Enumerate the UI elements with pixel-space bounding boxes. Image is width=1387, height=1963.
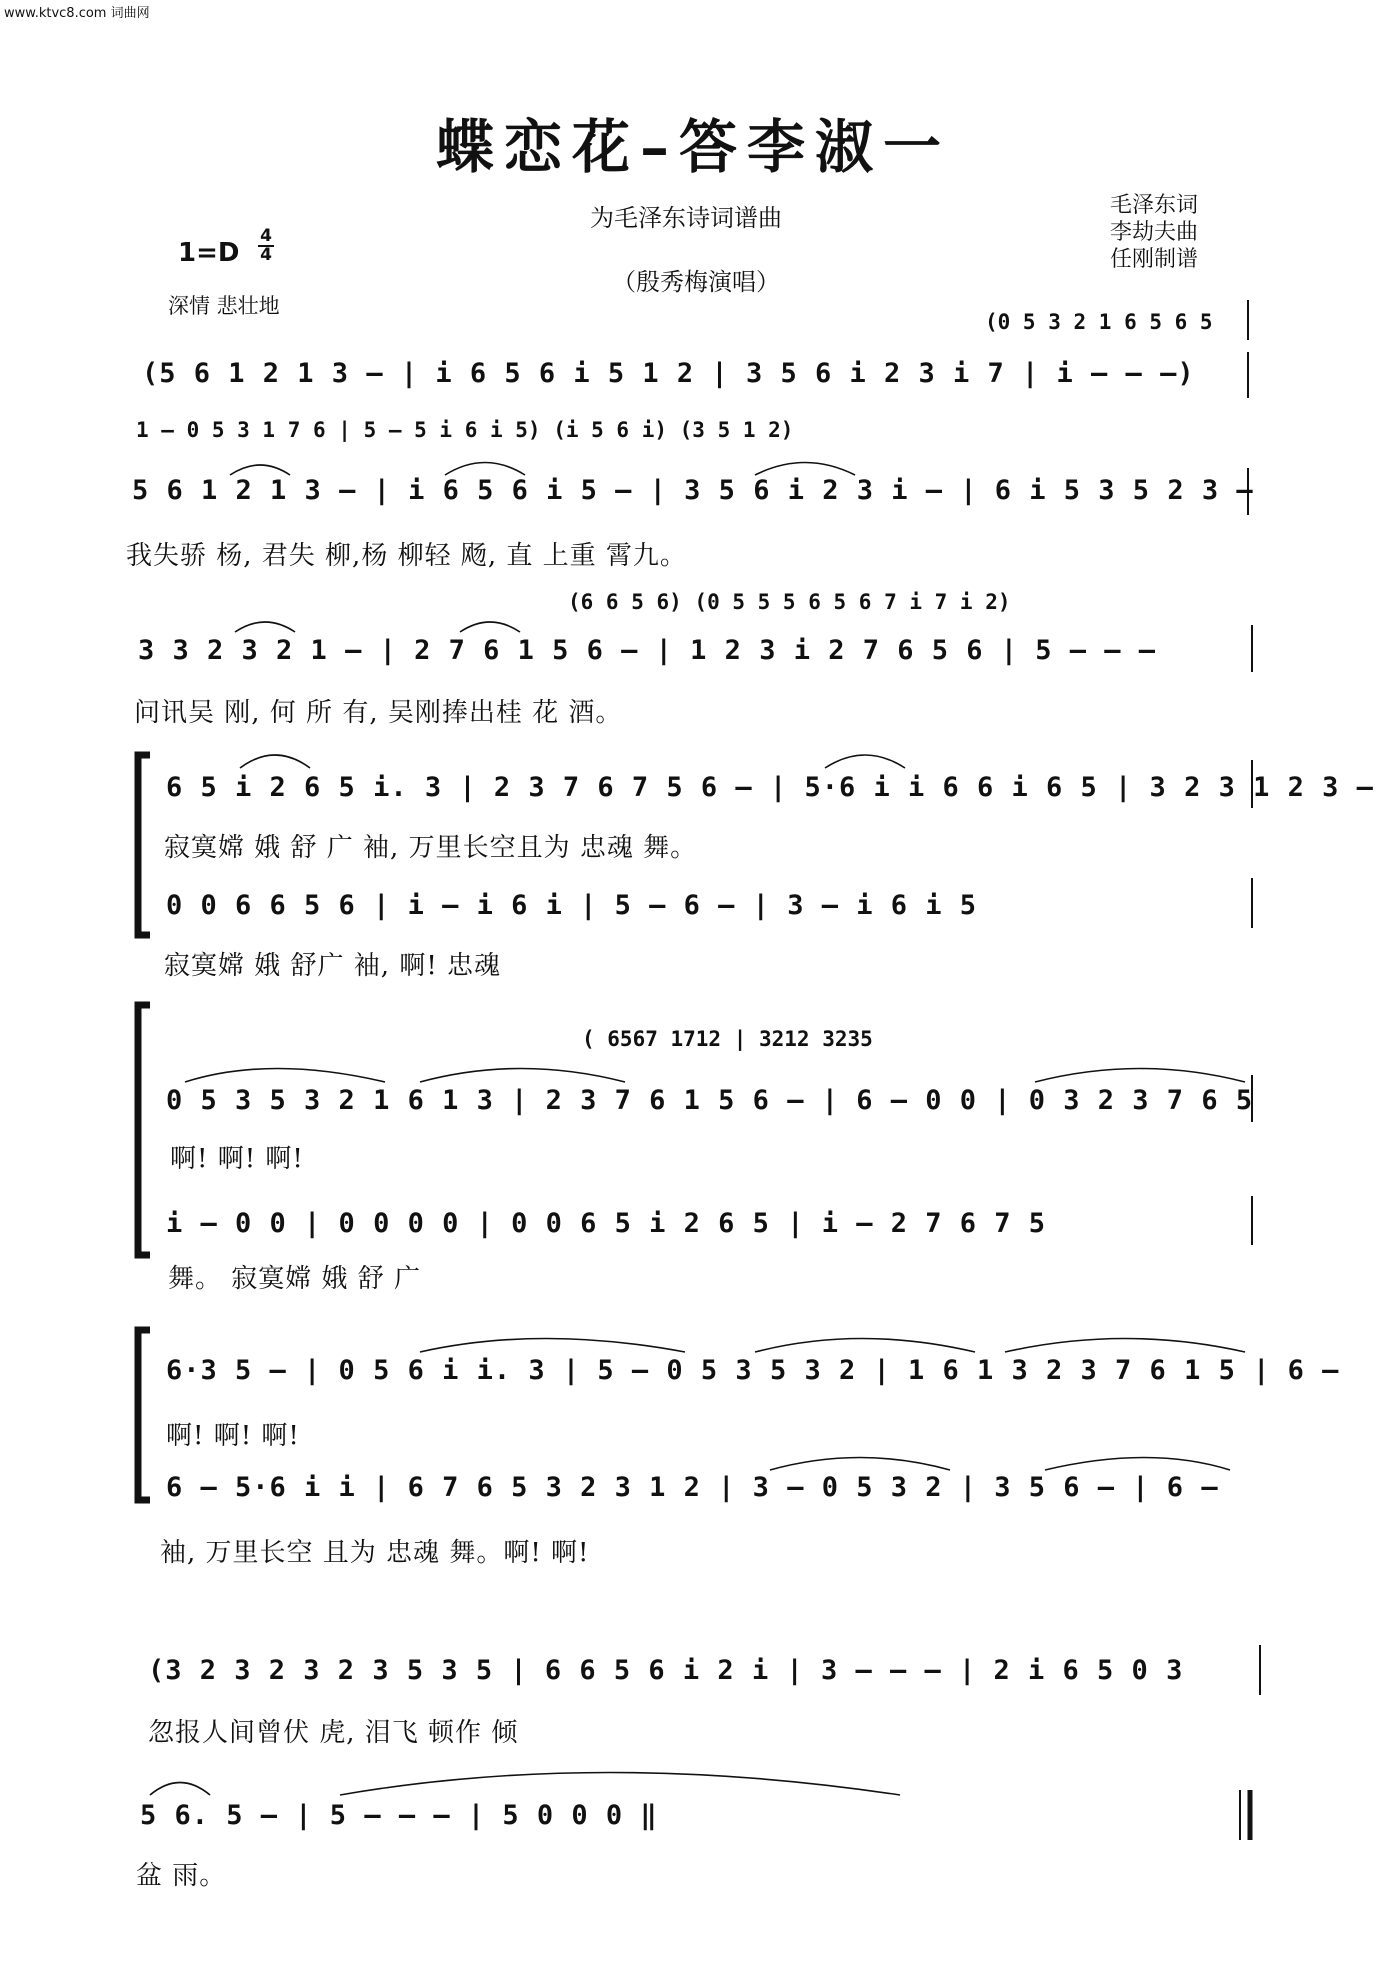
- notation-line-6: 6 5 i 2 6 5 i. 3 | 2 3 7 6 7 5 6 – | 5·6 i i 6 6 i 6 5 | 3 2 3 1 2 3 –: [166, 772, 1374, 803]
- lyric-line-9: 啊! 啊! 啊!: [170, 1144, 304, 1174]
- notation-line-14: 5 6. 5 – | 5 – – – | 5 0 0 0 ‖: [140, 1800, 658, 1831]
- notation-line-1: (5 6 1 2 1 3 – | i 6 5 6 i 5 1 2 | 3 5 6 i 2 3 i 7 | i – – –): [142, 358, 1195, 389]
- performer: （殷秀梅演唱）: [612, 268, 780, 296]
- notation-line-9: 0 5 3 5 3 2 1 6 1 3 | 2 3 7 6 1 5 6 – | 6 – 0 0 | 0 3 2 3 7 6 5: [166, 1085, 1254, 1116]
- lyric-line-10: 舞。 寂寞嫦 娥 舒 广: [168, 1264, 422, 1294]
- subtitle: 为毛泽东诗词谱曲: [590, 204, 782, 232]
- lyric-line-7: 寂寞嫦 娥 舒广 袖, 啊! 忠魂: [164, 951, 502, 981]
- site-watermark: www.ktvc8.com 词曲网: [4, 6, 150, 21]
- notation-line-10: i – 0 0 | 0 0 0 0 | 0 0 6 5 i 2 6 5 | i – 2 7 6 7 5: [166, 1208, 1047, 1239]
- song-title: 蝶恋花–答李淑一: [435, 113, 951, 181]
- notation-line-12: 6 – 5·6 i i | 6 7 6 5 3 2 3 1 2 | 3 – 0 5 3 2 | 3 5 6 – | 6 –: [166, 1472, 1219, 1503]
- notation-line-8: ( 6567 1712 | 3212 3235: [582, 1027, 873, 1051]
- notation-line-13: (3 2 3 2 3 2 3 5 3 5 | 6 6 5 6 i 2 i | 3 – – – | 2 i 6 5 0 3: [148, 1655, 1184, 1686]
- lyric-line-5: 问讯吴 刚, 何 所 有, 吴刚捧出桂 花 酒。: [134, 698, 623, 728]
- notation-line-11: 6·3 5 – | 0 5 6 i i. 3 | 5 – 0 5 3 5 3 2 | 1 6 1 3 2 3 7 6 1 5 | 6 –: [166, 1355, 1340, 1386]
- notation-line-3: 5 6 1 2 1 3 – | i 6 5 6 i 5 – | 3 5 6 i 2 3 i – | 6 i 5 3 5 2 3 –: [132, 475, 1254, 506]
- lyric-line-11: 啊! 啊! 啊!: [166, 1421, 300, 1451]
- bar-lines: [1240, 300, 1260, 1840]
- time-top: 4: [260, 226, 272, 246]
- lyric-line-6: 寂寞嫦 娥 舒 广 袖, 万里长空且为 忠魂 舞。: [164, 833, 698, 863]
- notation-line-5: 3 3 2 3 2 1 – | 2 7 6 1 5 6 – | 1 2 3 i 2 7 6 5 6 | 5 – – –: [138, 635, 1157, 666]
- lyric-line-3: 我失骄 杨, 君失 柳,杨 柳轻 飏, 直 上重 霄九。: [126, 541, 687, 571]
- credit-lyricist: 毛泽东词: [1110, 193, 1199, 218]
- lyric-line-14: 盆 雨。: [136, 1861, 227, 1891]
- notation-line-2: 1 – 0 5 3 1 7 6 | 5 – 5 i 6 i 5) (i 5 6 i) (3 5 1 2): [136, 418, 794, 442]
- system-brackets: [138, 755, 150, 1500]
- time-bottom: 4: [260, 245, 272, 265]
- notation-line-7: 0 0 6 6 5 6 | i – i 6 i | 5 – 6 – | 3 – i 6 i 5: [166, 890, 978, 921]
- credit-composer: 李劫夫曲: [1110, 220, 1199, 245]
- tempo-marking: 深情 悲壮地: [168, 294, 280, 318]
- slurs: [150, 463, 1245, 1796]
- credit-transcriber: 任刚制谱: [1110, 247, 1199, 272]
- lyric-line-13: 忽报人间曾伏 虎, 泪飞 顿作 倾: [148, 1718, 519, 1748]
- lyric-line-12: 袖, 万里长空 且为 忠魂 舞。啊! 啊!: [160, 1538, 590, 1568]
- key-signature: 1=D: [178, 238, 240, 268]
- intro-pickup: (0 5 3 2 1 6 5 6 5: [985, 310, 1213, 334]
- notation-line-4: (6 6 5 6) (0 5 5 5 6 5 6 7 i 7 i 2): [568, 590, 1011, 614]
